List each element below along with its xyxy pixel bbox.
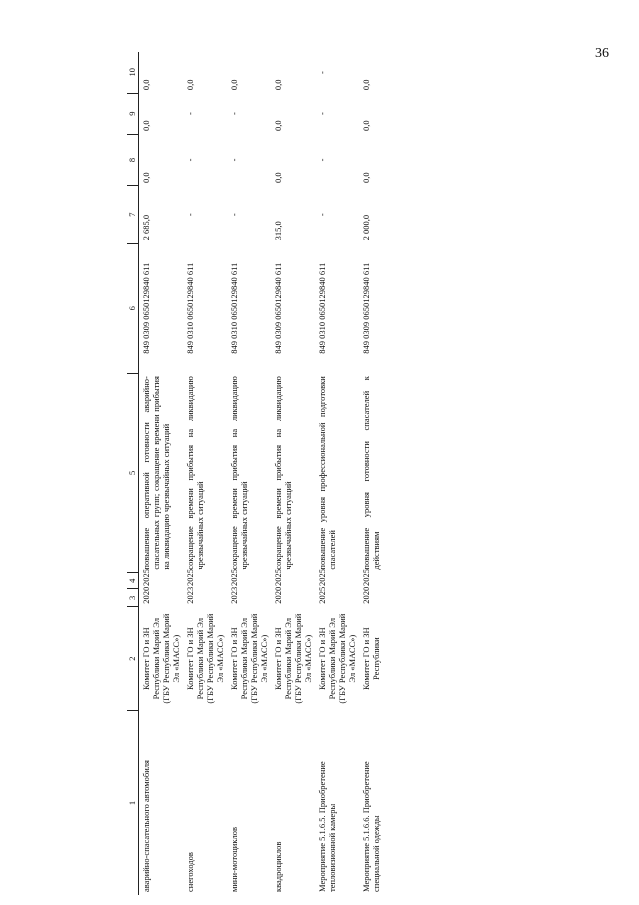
row-value-9: 0,0 xyxy=(141,120,151,132)
row-year-start: 2020 xyxy=(141,586,151,604)
row-value-7: 2 685,0 xyxy=(141,214,151,241)
table-row xyxy=(183,52,227,895)
row-result: повышение уровня профессиональной подготовки спасателей xyxy=(317,376,338,570)
row-code: 849 0309 0650129840 611 xyxy=(273,262,284,354)
row-value-7: - xyxy=(317,213,328,217)
row-year-end: 2025 xyxy=(229,568,240,586)
row-code: 849 0310 0650129840 611 xyxy=(229,262,240,354)
row-value-9: - xyxy=(185,112,196,115)
header-col-9: 9 xyxy=(127,93,139,134)
row-value-10: 0,0 xyxy=(361,79,372,91)
row-year-start: 2025 xyxy=(317,586,328,604)
header-col-1: 1 xyxy=(127,711,139,895)
header-col-6: 6 xyxy=(127,243,139,373)
row-value-8: 0,0 xyxy=(273,172,284,183)
row-year-start: 2020 xyxy=(361,586,372,604)
row-value-8: 0,0 xyxy=(361,172,372,183)
row-result: сокращение времени прибытия на ликвидацию чрезвычайных ситуаций xyxy=(273,376,294,570)
row-year-start: 2023 xyxy=(185,586,196,604)
row-name: Мероприятие 5.1.6.6. Приобретение специальной одежды xyxy=(361,761,382,892)
row-code: 849 0309 0650129840 611 xyxy=(141,262,151,354)
row-value-7: 315,0 xyxy=(273,221,284,241)
row-result: повышение уровня готовности спасателей к действиям xyxy=(361,376,382,570)
row-value-7: - xyxy=(229,213,240,217)
row-result: повышение оперативной готовности аварийно-спасательных групп; сокращение времени прибытия на ликвидацию чрезвычайных ситуаций xyxy=(141,376,172,570)
rotated-table-container xyxy=(127,52,614,895)
row-code: 849 0309 0650129840 611 xyxy=(361,262,372,354)
row-value-7: 2 000,0 xyxy=(361,214,372,241)
row-name: снегоходов xyxy=(185,852,196,892)
header-col-8: 8 xyxy=(127,134,139,186)
row-code: 849 0310 0650129840 611 xyxy=(317,262,328,354)
row-name: аварийно-спасательного автомобиля xyxy=(141,760,151,892)
row-value-9: 0,0 xyxy=(273,120,284,132)
row-org: Комитет ГО и ЗН Республики Марий Эл (ГБУ Республики Марий Эл «МАСС») xyxy=(273,613,314,704)
row-org: Комитет ГО и ЗН Республики Марий Эл (ГБУ Республики Марий Эл «МАСС») xyxy=(185,613,226,704)
row-value-9: - xyxy=(229,112,240,115)
row-value-8: - xyxy=(317,158,328,162)
row-org: Комитет ГО и ЗН Республики Марий Эл (ГБУ Республики Марий Эл «МАСС») xyxy=(229,613,270,704)
row-value-8: 0,0 xyxy=(141,172,151,183)
row-value-9: 0,0 xyxy=(361,120,372,132)
program-table xyxy=(127,52,383,895)
row-code: 849 0310 0650129840 611 xyxy=(185,262,196,354)
row-value-10: 0,0 xyxy=(273,79,284,91)
row-name: мини-мотоциклов xyxy=(229,827,240,892)
row-org: Комитет ГО и ЗН Республики Марий Эл (ГБУ Республики Марий Эл «МАСС») xyxy=(141,613,182,704)
row-value-8: - xyxy=(229,158,240,162)
page-number: 36 xyxy=(595,46,609,61)
row-year-end: 2025 xyxy=(273,568,284,586)
row-value-10: - xyxy=(317,71,328,74)
header-col-10: 10 xyxy=(127,52,139,93)
row-name: квадроциклов xyxy=(273,841,284,892)
row-year-end: 2025 xyxy=(141,568,151,586)
header-col-3: 3 xyxy=(127,589,139,607)
header-col-5: 5 xyxy=(127,373,139,572)
row-year-end: 2025 xyxy=(361,568,372,586)
row-value-7: - xyxy=(185,213,196,217)
row-org: Комитет ГО и ЗН Республики Марий Эл (ГБУ Республики Марий Эл «МАСС») xyxy=(317,613,358,704)
row-result: сокращение времени прибытия на ликвидацию чрезвычайных ситуаций xyxy=(229,376,250,570)
header-row xyxy=(127,52,139,895)
row-name: Мероприятие 5.1.6.5. Приобретение тепловизионной камеры xyxy=(317,761,338,892)
row-value-10: 0,0 xyxy=(185,79,196,91)
row-value-10: 0,0 xyxy=(229,79,240,91)
header-col-7: 7 xyxy=(127,186,139,243)
header-col-4: 4 xyxy=(127,573,139,589)
header-col-2: 2 xyxy=(127,607,139,711)
row-year-end: 2025 xyxy=(185,568,196,586)
row-value-8: - xyxy=(185,158,196,162)
row-year-start: 2020 xyxy=(273,586,284,604)
row-result: сокращение времени прибытия на ликвидацию чрезвычайных ситуаций xyxy=(185,376,206,570)
row-year-end: 2025 xyxy=(317,568,328,586)
table-row xyxy=(139,52,184,895)
table-row xyxy=(271,52,315,895)
table-row xyxy=(315,52,359,895)
row-value-9: - xyxy=(317,112,328,115)
table-row xyxy=(359,52,383,895)
table-row xyxy=(227,52,271,895)
row-org: Комитет ГО и ЗН Республики xyxy=(361,627,382,690)
row-year-start: 2023 xyxy=(229,586,240,604)
row-value-10: 0,0 xyxy=(141,79,151,91)
